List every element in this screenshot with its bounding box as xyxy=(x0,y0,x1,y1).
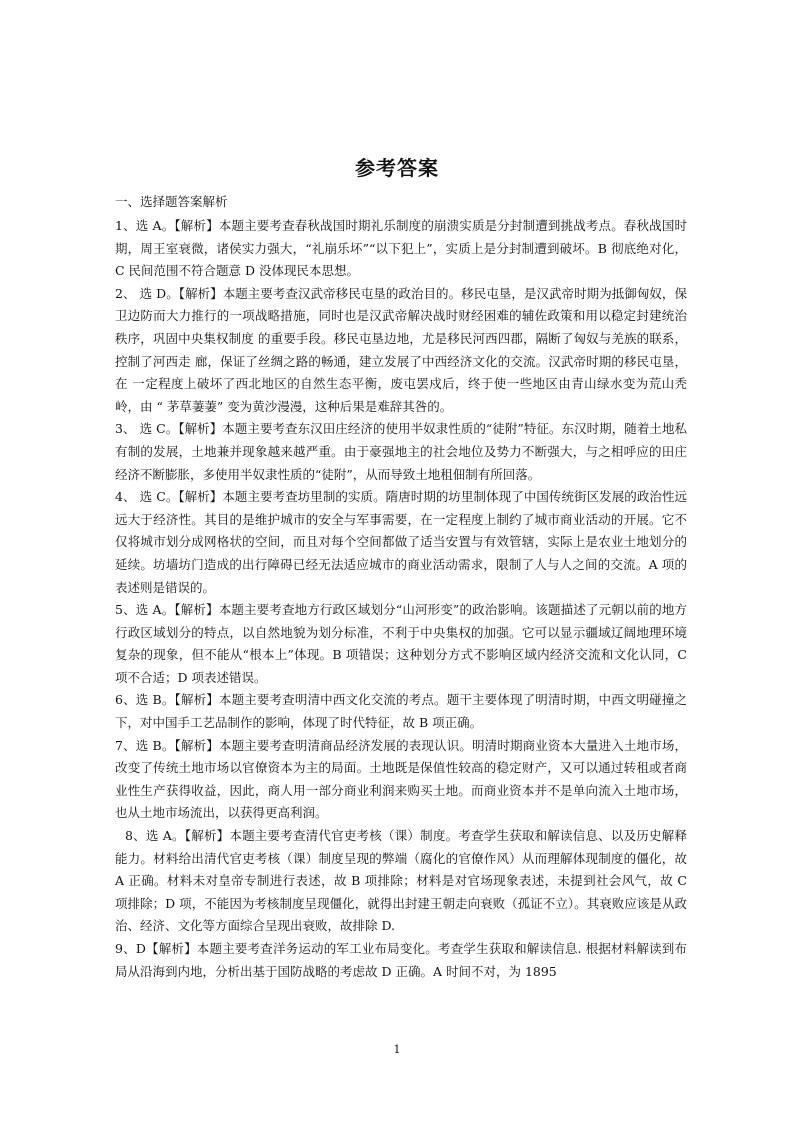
answer-item-3: 3、 选 C。【解析】本题主要考查东汉田庄经济的使用半奴隶性质的“徒附”特征。东汉时期，随着土地私有制的发展，土地兼并现象越来越严重。由于豪强地主的社会地位及势力不断强大，与之相呼应的田庄经济不断膨胀，多使用半奴隶性质的“徒附”，从而导致土地租佃制有所回落。 xyxy=(115,421,687,482)
answer-item-1: 1、选 A。【解析】本题主要考查春秋战国时期礼乐制度的崩溃实质是分封制遭到挑战考点。春秋战国时期，周王室衰微，诸侯实力强大，“礼崩乐坏”“以下犯上”，实质上是分封制遭到破坏。B 彻底绝对化，C 民间范围不符合题意 D 没体现民本思想。 xyxy=(115,218,687,279)
answer-item-2: 2、 选 D。【解析】本题主要考查汉武帝移民屯垦的政治目的。移民屯垦，是汉武帝时期为抵御匈奴，保卫边防而大力推行的一项战略措施，同时也是汉武帝解决战时财经困难的辅佐政策和用以稳定封建统治秩序，巩固中央集权制度 的重要手段。移民屯垦边地，尤是移民河西四郡，隔断了匈奴与羌族的联系，控制了河西走 廊，保证了丝绸之路的畅通，建立发展了中西经济文化的交流。汉武帝时期的移民屯垦，在 一定程度上破坏了西北地区的自然生态平衡，废屯罢戍后，终于使一些地区由青山绿水变为荒山秃岭，由 “ 茅草萋萋” 变为黄沙漫漫，这种后果是难辞其咎的。 xyxy=(115,285,687,414)
section-heading: 一、选择题答案解析 xyxy=(115,194,228,209)
page-number: 1 xyxy=(393,1043,401,1056)
page-title: 参考答案 xyxy=(355,156,439,180)
answer-list xyxy=(115,215,687,983)
answer-item-6: 6、选 B。【解析】本题主要考查明清中西文化交流的考点。题干主要体现了明清时期，中西文明碰撞之下，对中国手工艺品制作的影响，体现了时代特征，故 B 项正确。 xyxy=(115,692,687,731)
answer-item-4: 4、 选 C。【解析】本题主要考查坊里制的实质。隋唐时期的坊里制体现了中国传统街区发展的政治性远远大于经济性。其目的是维护城市的安全与军事需要，在一定程度上制约了城市商业活动的开展。它不仅将城市划分成网格状的空间，而且对每个空间都做了适当安置与有效管辖，实际上是农业土地划分的延续。坊墙坊门造成的出行障碍已经无法适应城市的商业活动需求，限制了人与人之间的交流。A 项的表述则是错误的。 xyxy=(115,489,687,595)
answer-item-9: 9、D【解析】本题主要考查洋务运动的军工业布局变化。考查学生获取和解读信息. 根据材料解读到布局从沿海到内地，分析出基于国防战略的考虑故 D 正确。A 时间不对，为 1895 xyxy=(115,941,687,979)
answer-item-8: 8、选 A。【解析】本题主要考查清代官吏考核（课）制度。考查学生获取和解读信息、以及历史解释能力。材料给出清代官吏考核（课）制度呈现的弊端（腐化的官僚作风）从而理解体现制度的僵化，故 A 正确。材料未对皇帝专制进行表述，故 B 项排除；材料是对官场现象表述，未提到社会风气，故 C 项排除；D 项，不能因为考核制度呈现僵化，就得出封建王朝走向衰败（孤证不立）。其衰败应该是从政治、经济、文化等方面综合呈现出衰败，故排除 D. xyxy=(115,828,687,934)
answer-item-7: 7、选 B。【解析】本题主要考查明清商品经济发展的表现认识。明清时期商业资本大量进入土地市场，改变了传统土地市场以官僚资本为主的局面。土地既是保值性较高的稳定财产，又可以通过转租或者商业性生产获得收益，因此，商人用一部分商业利润来购买土地。而商业资本并不是单向流入土地市场，也从土地市场流出，以获得更高利润。 xyxy=(115,737,687,821)
answer-item-5: 5、选 A。【解析】本题主要考查地方行政区域划分“山河形变”的政治影响。该题描述了元朝以前的地方行政区域划分的特点，以自然地貌为划分标准，不利于中央集权的加强。它可以显示疆域辽阔地理环境复杂的现象，但不能从“根本上”体现。B 项错误；这种划分方式不影响区域内经济交流和文化认同，C 项不合适；D 项表述错误。 xyxy=(115,602,687,685)
